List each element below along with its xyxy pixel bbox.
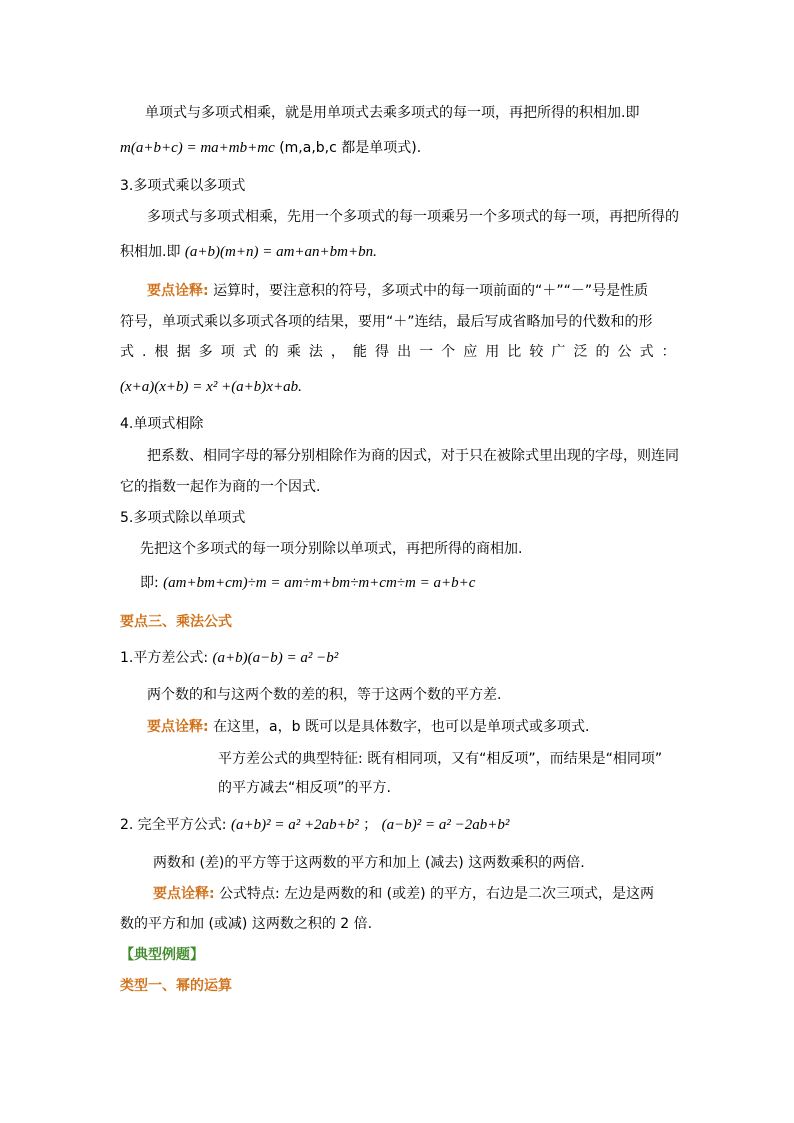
char: 个 [441,344,456,360]
formula: (am+bm+cm)÷m = am÷m+bm÷m+cm÷m = a+b+c [163,575,476,591]
char: 据 [176,344,191,360]
char: 多 [198,344,213,360]
char: ： [661,344,676,360]
formula-title: 2. 完全平方公式: [120,817,227,833]
char: 项 [220,344,235,360]
subheading: 3.多项式乘以多项式 [120,178,246,194]
formula-line [140,573,475,593]
formula-intro: 积相加.即 [120,244,181,260]
formula: (x+a)(x+b) = x² +(a+b)x+ab. [120,379,302,395]
char: 较 [529,344,544,360]
paragraph-line: 单项式与多项式相乘，就是用单项式去乘多项式的每一项，再把所得的积相加.即 [145,105,640,121]
note-text: 运算时，要注意积的符号，多项式中的每一项前面的“＋”“－”号是性质 [213,283,649,299]
formula: (a+b)² = a² +2ab+b² [230,817,359,833]
char: 公 [617,344,632,360]
paragraph-line: 两数和 (差)的平方等于这两数的平方和加上 (减去) 这两数乘积的两倍. [153,855,585,871]
paragraph-line: 把系数、相同字母的幂分别相除作为商的因式，对于只在被除式里出现的字母，则连同 [147,448,679,464]
subheading: 5.多项式除以单项式 [120,510,246,526]
char: 泛 [573,344,588,360]
note-line [153,884,654,904]
formula: (a+b)(a−b) = a² −b² [212,650,339,666]
char: 根 [154,344,169,360]
formula-note: (m,a,b,c 都是单项式). [279,140,422,156]
note-label: 要点诠释: [147,283,209,299]
typical-examples-heading: 【典型例题】 [120,947,204,963]
char: 乘 [286,344,301,360]
paragraph-line: 平方差公式的典型特征: 既有相同项，又有“相反项”，而结果是“相同项” [218,751,663,767]
char: 出 [397,344,412,360]
char: 用 [485,344,500,360]
paragraph-line: 两个数的和与这两个数的差的积，等于这两个数的平方差. [147,687,502,703]
formula: (a+b)(m+n) = am+an+bm+bn. [184,244,377,260]
section-heading: 要点三、乘法公式 [120,614,232,630]
formula-separator: ； [363,817,378,833]
paragraph-line: 多项式与多项式相乘，先用一个多项式的每一项乘另一个多项式的每一项，再把所得的 [147,209,679,225]
char: 广 [551,344,566,360]
note-label: 要点诠释: [147,719,209,735]
char: ， [330,344,345,360]
formula-line [120,648,338,668]
note-line [147,281,648,301]
paragraph-line: 的平方减去“相反项”的平方. [218,780,391,796]
char: 能 [352,344,367,360]
char: 一 [419,344,434,360]
justified-line [120,342,676,362]
char: 应 [463,344,478,360]
note-text: 在这里，a，b 既可以是具体数字，也可以是单项式或多项式. [213,719,590,735]
note-text: 公式特点: 左边是两数的和 (或差) 的平方，右边是二次三项式，是这两 [219,886,655,902]
formula: (a−b)² = a² −2ab+b² [381,817,510,833]
formula-intro: 即: [140,575,159,591]
note-line [147,717,589,737]
paragraph-line: 符号，单项式乘以多项式各项的结果，要用“＋”连结，最后写成省略加号的代数和的形 [120,314,653,330]
char: 的 [595,344,610,360]
formula-title: 1.平方差公式: [120,650,209,666]
char: 式 [120,344,134,360]
note-label: 要点诠释: [153,886,215,902]
char: 式 [639,344,654,360]
paragraph-line: 它的指数一起作为商的一个因式. [120,479,321,495]
char: 式 [242,344,257,360]
formula-line [120,377,302,397]
char: . [142,344,147,360]
formula-line [120,242,377,262]
paragraph-line: 数的平方和加 (或减) 这两数之积的 2 倍. [120,916,373,932]
formula-line [120,815,509,835]
formula-line [120,138,421,158]
char: 的 [264,344,279,360]
paragraph-line: 先把这个多项式的每一项分别除以单项式，再把所得的商相加. [140,541,523,557]
type-heading: 类型一、幂的运算 [120,978,232,994]
subheading: 4.单项式相除 [120,416,204,432]
char: 比 [507,344,522,360]
char: 得 [375,344,390,360]
formula: m(a+b+c) = ma+mb+mc [120,140,275,156]
char: 法 [308,344,323,360]
